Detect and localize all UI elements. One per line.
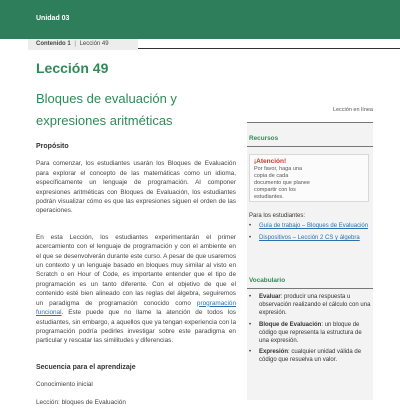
for-students-label: Para los estudiantes: xyxy=(249,213,306,219)
sidebar-divider xyxy=(247,122,373,123)
sequence-item-2: Lección: bloques de Evaluación xyxy=(36,398,126,406)
resource-item xyxy=(249,234,373,242)
vocab-item xyxy=(249,348,373,364)
vocab-item xyxy=(249,321,373,346)
vocab-item xyxy=(249,293,373,318)
bullet-icon: • xyxy=(249,223,252,229)
vocab-definition: : producir una respuesta u observación realizando el cálculo con una expresión. xyxy=(259,294,371,317)
vocab-definition: : un bloque de código que representa la estructura de una expresión. xyxy=(259,321,362,345)
resources-list xyxy=(249,222,373,246)
sequence-item-1: Conocimiento inicial xyxy=(36,381,93,389)
main-content xyxy=(36,142,236,415)
breadcrumb-separator: | xyxy=(74,41,76,47)
unit-label: Unidad 03 xyxy=(36,15,70,22)
attention-box xyxy=(249,154,369,202)
slides-link[interactable]: Dispositivos – Lección 2 CS y álgebra xyxy=(259,235,360,241)
vocab-heading: Vocabulario xyxy=(249,277,286,284)
resource-item xyxy=(249,222,373,230)
vocab-list xyxy=(249,293,373,368)
vocab-term: Expresión xyxy=(259,349,289,356)
bullet-icon: • xyxy=(249,321,252,328)
worksheet-link[interactable]: Guía de trabajo – Bloques de Evaluación xyxy=(259,223,369,229)
resources-divider xyxy=(247,146,373,147)
paragraph-2-end: . Este puede que no llame la atención de todos los estudiantes, sin embargo, a aquellos que ya tengan experiencia con la programación podría pedirles investigar sobre este paradigma en particular y rescatar las similitudes y diferencias. xyxy=(36,309,236,345)
vocab-divider xyxy=(247,288,373,289)
lesson-title: Lección 49 xyxy=(36,60,109,76)
bullet-icon: • xyxy=(249,235,252,241)
functional-programming-link[interactable]: programación funcional xyxy=(36,299,236,317)
online-lesson-label[interactable]: Lección en línea xyxy=(332,107,373,113)
vocab-term: Bloque de Evaluación xyxy=(259,321,322,328)
breadcrumb-lesson: Lección 49 xyxy=(79,41,109,47)
breadcrumb-content: Contenido 1 xyxy=(36,41,71,47)
purpose-paragraph-2 xyxy=(36,233,236,346)
vocab-term: Evaluar xyxy=(259,294,281,300)
attention-title: ¡Atención! xyxy=(254,158,287,165)
breadcrumb xyxy=(28,39,138,50)
sidebar xyxy=(247,0,373,400)
vocab-definition: : cualquier unidad válida de código que resuelva un valor. xyxy=(259,349,362,364)
attention-text: Por favor, haga una copia de cada documento que planee compartir con los estudiantes. xyxy=(254,166,310,200)
paragraph-2-start: En esta Lección, los estudiantes experimentarán el primer acercamiento con el lenguaje de programación y con el ambiente en el que se desenvolverán durante este curso. A pesar de que usaremos un contexto y un lenguaje basado en bloques muy similar al visto en Scratch o en Hour of Code, es importante entender que el tipo de programación es un tanto diferente. Con el objetivo de que el contenido esté bien alineado con las reglas del álgebra, seguiremos un paradigma de programación conocido como xyxy=(36,233,237,307)
lesson-subtitle: Bloques de evaluación y expresiones aritméticas xyxy=(36,91,177,128)
resources-heading: Recursos xyxy=(249,135,279,142)
purpose-heading: Propósito xyxy=(36,143,69,150)
bullet-icon: • xyxy=(249,294,252,300)
purpose-paragraph-1: Para comenzar, los estudiantes usarán los Bloques de Evaluación para explorar el concepto de las matemáticas como un idioma, específicamente un lenguaje de programación. Al componer expresiones aritméticas con Bloques de Evaluación, los estudiantes podrán visualizar cómo es que las expresiones siguen el orden de las operaciones. xyxy=(36,160,236,215)
sequence-heading: Secuencia para el aprendizaje xyxy=(36,363,136,371)
bullet-icon: • xyxy=(249,349,252,356)
